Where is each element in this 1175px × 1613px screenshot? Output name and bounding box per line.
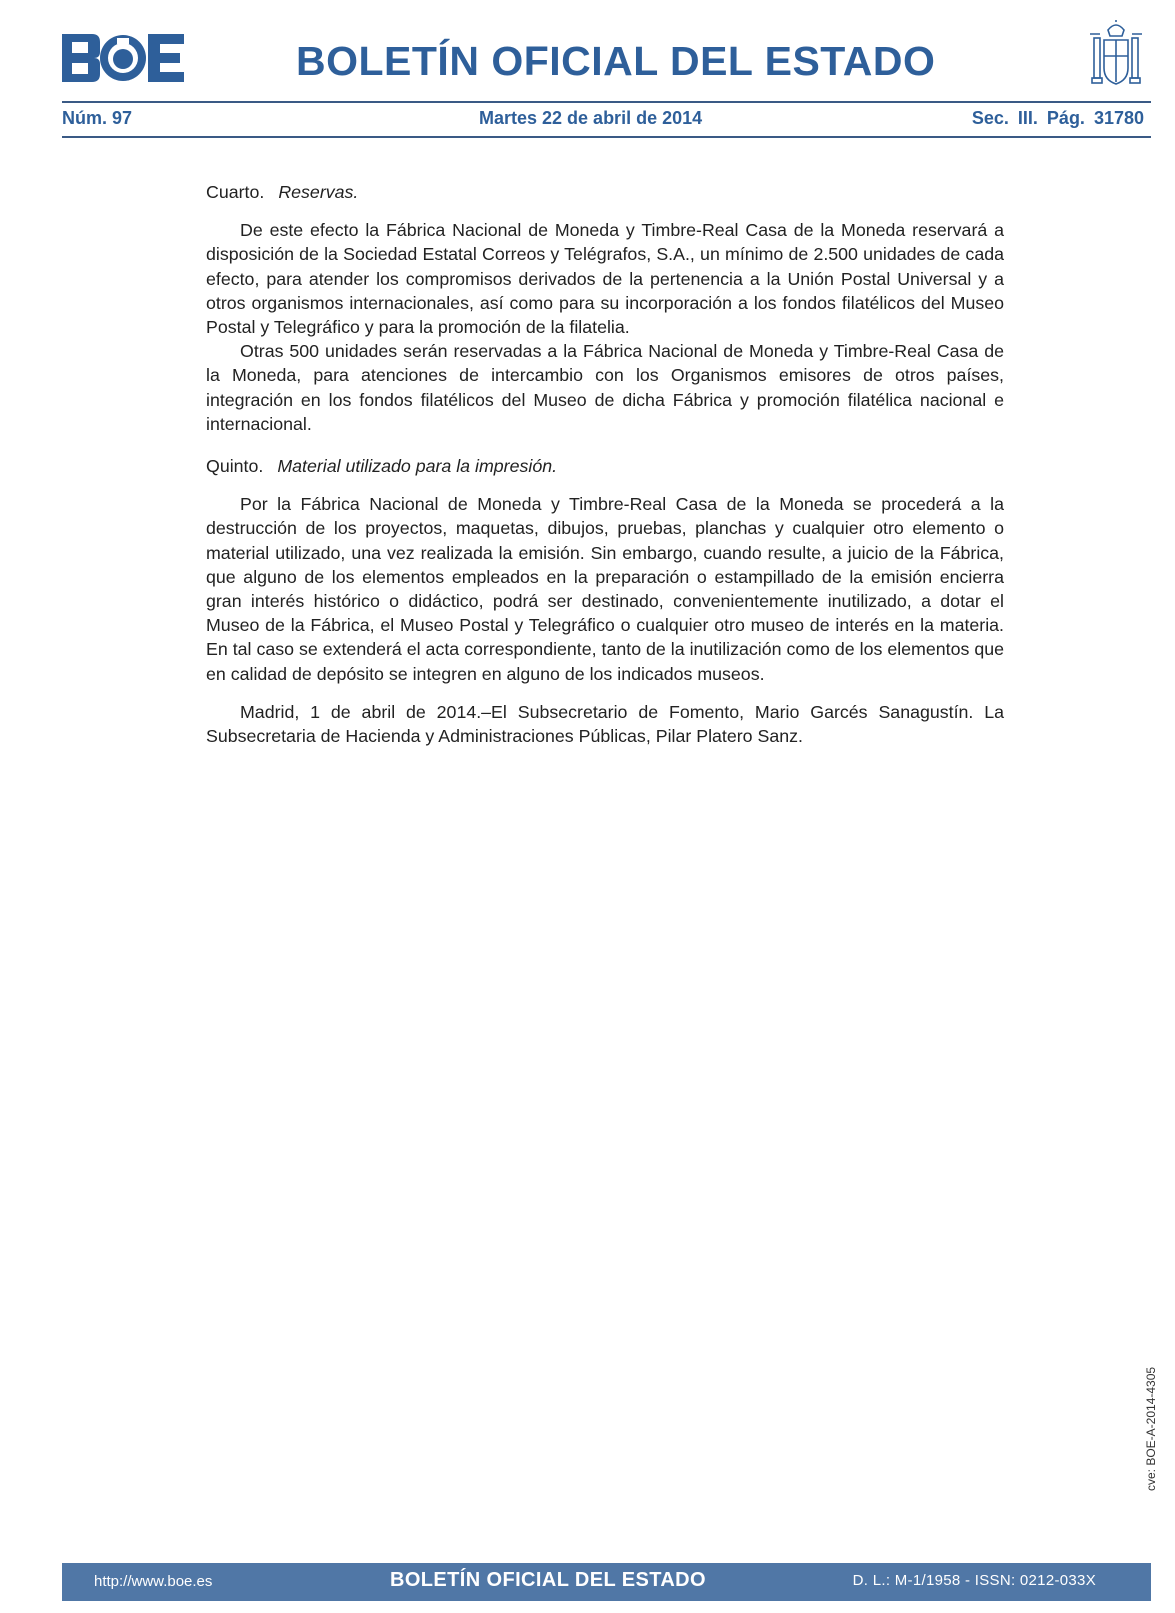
issue-date: Martes 22 de abril de 2014 bbox=[479, 108, 703, 128]
section-label: Cuarto. bbox=[206, 182, 265, 202]
section-title: Reservas. bbox=[278, 182, 359, 202]
document-body bbox=[206, 180, 1004, 748]
coat-of-arms-icon bbox=[1088, 20, 1144, 90]
verification-code: cve: BOE-A-2014-4305 bbox=[1144, 1366, 1158, 1491]
section-title: Material utilizado para la impresión. bbox=[277, 456, 558, 477]
header-rule-bottom bbox=[62, 136, 1151, 138]
header-rule-top bbox=[62, 101, 1151, 103]
bulletin-title: BOLETÍN OFICIAL DEL ESTADO bbox=[296, 38, 936, 84]
footer-bar bbox=[62, 1563, 1151, 1601]
footer-url-link[interactable]: http://www.boe.es bbox=[94, 1573, 213, 1590]
section-heading-quinto bbox=[206, 454, 1004, 478]
footer-legal: D. L.: M-1/1958 - ISSN: 0212-033X bbox=[852, 1572, 1096, 1589]
section-label: Quinto. bbox=[206, 456, 264, 477]
issue-number: Núm. 97 bbox=[62, 108, 133, 128]
paragraph: Por la Fábrica Nacional de Moneda y Timbre-Real Casa de la Moneda se procederá a la destrucción de los proyectos, maquetas, dibujos, pruebas, planchas y cualquier otro elemento o material utilizado, una vez realizada la emisión. Sin embargo, cuando resulte, a juicio de la Fábrica, que alguno de los elementos empleados en la preparación o estampillado de la emisión encierra gran interés histórico o didáctico, podrá ser destinado, convenientemente inutilizado, a dotar el Museo de la Fábrica, el Museo Postal y Telegráfico o cualquier otro museo de interés en la materia. En tal caso se extenderá el acta correspondiente, tanto de la inutilización como de los elementos que en calidad de depósito se integren en alguno de los indicados museos. bbox=[206, 494, 1004, 684]
paragraph: Otras 500 unidades serán reservadas a la Fábrica Nacional de Moneda y Timbre-Real Casa de la Moneda, para atenciones de intercambio con los Organismos emisores de otros países, integración en los fondos filatélicos del Museo de dicha Fábrica y promoción filatélica nacional e internacional. bbox=[206, 341, 1004, 434]
paragraph: De este efecto la Fábrica Nacional de Moneda y Timbre-Real Casa de la Moneda reservará a disposición de la Sociedad Estatal Correos y Telégrafos, S.A., un mínimo de 2.500 unidades de cada efecto, para atender los compromisos derivados de la pertenencia a la Unión Postal Universal y a otros organismos internacionales, así como para su incorporación a los fondos filatélicos del Museo Postal y Telegráfico y para la promoción de la filatelia. bbox=[206, 220, 1004, 338]
section-heading-cuarto bbox=[206, 180, 1004, 204]
footer-title: BOLETÍN OFICIAL DEL ESTADO bbox=[390, 1569, 706, 1591]
boe-logo bbox=[62, 34, 184, 82]
signature-block: Madrid, 1 de abril de 2014.–El Subsecretario de Fomento, Mario Garcés Sanagustín. La Subsecretaria de Hacienda y Administraciones Públicas, Pilar Platero Sanz. bbox=[206, 701, 1004, 747]
section-page: Sec. III. Pág. 31780 bbox=[971, 108, 1144, 128]
